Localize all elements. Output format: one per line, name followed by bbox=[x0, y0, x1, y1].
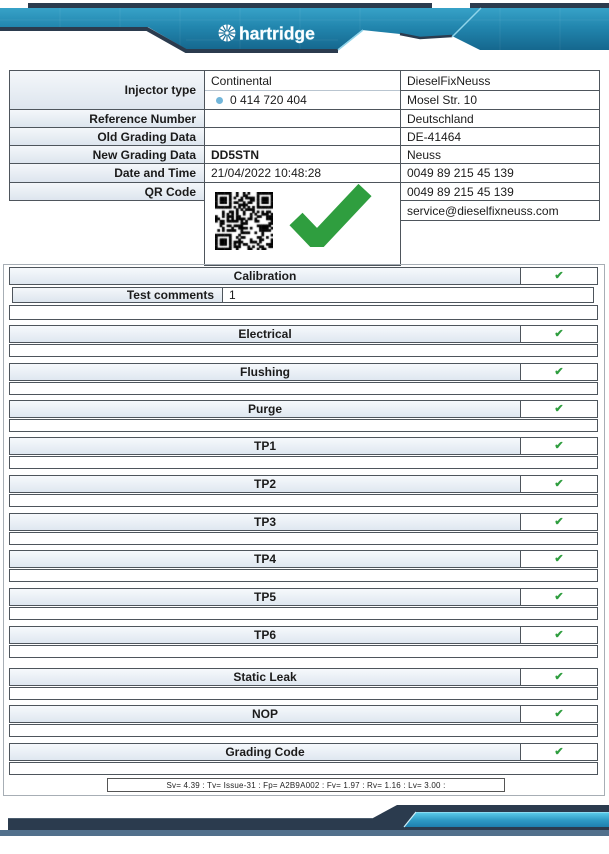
pass-check-icon: ✔ bbox=[554, 591, 564, 603]
section-tp3 bbox=[9, 513, 598, 531]
info-label-column bbox=[9, 70, 205, 201]
section-spacer-row bbox=[9, 645, 598, 658]
pass-check-icon: ✔ bbox=[554, 629, 564, 641]
section-flushing bbox=[9, 363, 598, 381]
company-country: Deutschland bbox=[401, 109, 599, 127]
section-spacer-row bbox=[9, 607, 598, 620]
company-name: DieselFixNeuss bbox=[401, 71, 599, 90]
section-tp4 bbox=[9, 550, 598, 568]
section-title: TP1 bbox=[253, 439, 276, 453]
section-spacer-row bbox=[9, 456, 598, 469]
section-spacer-row bbox=[9, 494, 598, 507]
section-purge bbox=[9, 400, 598, 418]
footer-banner bbox=[0, 805, 609, 849]
pass-check-icon: ✔ bbox=[554, 270, 564, 282]
pass-check-cell bbox=[520, 326, 597, 342]
value-reference-number bbox=[205, 109, 400, 127]
pass-check-cell bbox=[520, 476, 597, 492]
section-spacer-row bbox=[9, 382, 598, 395]
section-nop bbox=[9, 705, 598, 723]
overall-pass-check-icon bbox=[286, 183, 374, 247]
section-calibration bbox=[9, 267, 598, 285]
company-phone1: 0049 89 215 45 139 bbox=[401, 163, 599, 182]
section-title: TP5 bbox=[253, 590, 276, 604]
pass-check-icon: ✔ bbox=[554, 516, 564, 528]
company-postal-code: DE-41464 bbox=[401, 127, 599, 145]
section-tp5 bbox=[9, 588, 598, 606]
test-comments-value: 1 bbox=[223, 288, 593, 302]
pass-check-icon: ✔ bbox=[554, 746, 564, 758]
pass-check-cell bbox=[520, 669, 597, 685]
value-old-grading-data bbox=[205, 127, 400, 145]
pass-check-icon: ✔ bbox=[554, 553, 564, 565]
section-spacer-row bbox=[9, 532, 598, 545]
section-title: TP2 bbox=[253, 477, 276, 491]
company-email: service@dieselfixneuss.com bbox=[401, 200, 599, 220]
qr-code-image bbox=[215, 192, 273, 250]
label-old-grading-data: Old Grading Data bbox=[10, 127, 204, 145]
company-column bbox=[400, 70, 600, 221]
section-tp6 bbox=[9, 626, 598, 644]
section-title: Calibration bbox=[233, 269, 297, 283]
value-new-grading-data: DD5STN bbox=[205, 145, 400, 163]
section-tp1 bbox=[9, 437, 598, 455]
header-banner-graphic bbox=[0, 0, 609, 58]
test-comments-label: Test comments bbox=[13, 288, 223, 302]
pass-check-cell bbox=[520, 551, 597, 567]
pass-check-icon: ✔ bbox=[554, 440, 564, 452]
pass-check-cell bbox=[520, 438, 597, 454]
section-spacer-row bbox=[9, 419, 598, 432]
label-date-and-time: Date and Time bbox=[10, 163, 204, 182]
section-title: Grading Code bbox=[225, 745, 305, 759]
pass-check-cell bbox=[520, 364, 597, 380]
section-spacer-row bbox=[9, 569, 598, 582]
company-street: Mosel Str. 10 bbox=[401, 90, 599, 109]
pass-check-cell bbox=[520, 589, 597, 605]
version-info-text: Sv= 4.39 : Tv= Issue-31 : Fp= A2B9A002 : Fv= 1.97 : Rv= 1.16 : Lv= 3.00 : bbox=[166, 780, 446, 790]
footer-banner-graphic bbox=[0, 805, 609, 849]
pass-check-cell bbox=[520, 744, 597, 760]
section-title: TP3 bbox=[253, 515, 276, 529]
label-injector-type: Injector type bbox=[10, 71, 204, 109]
section-title: NOP bbox=[251, 707, 278, 721]
label-reference-number: Reference Number bbox=[10, 109, 204, 127]
section-title: Static Leak bbox=[233, 670, 297, 684]
section-spacer-row bbox=[9, 724, 598, 737]
section-tp2 bbox=[9, 475, 598, 493]
pass-check-icon: ✔ bbox=[554, 478, 564, 490]
pass-check-icon: ✔ bbox=[554, 366, 564, 378]
pass-check-cell bbox=[520, 268, 597, 284]
section-title: Flushing bbox=[240, 365, 290, 379]
pass-check-cell bbox=[520, 514, 597, 530]
section-grading-code bbox=[9, 743, 598, 761]
section-title: Electrical bbox=[238, 327, 292, 341]
section-title: TP4 bbox=[253, 552, 276, 566]
pass-check-icon: ✔ bbox=[554, 671, 564, 683]
label-new-grading-data: New Grading Data bbox=[10, 145, 204, 163]
section-title: TP6 bbox=[253, 628, 276, 642]
section-static-leak bbox=[9, 668, 598, 686]
pass-check-icon: ✔ bbox=[554, 708, 564, 720]
pass-check-cell bbox=[520, 401, 597, 417]
value-part-number: 0 414 720 404 bbox=[230, 93, 307, 107]
value-part-number-row bbox=[205, 90, 400, 109]
company-city: Neuss bbox=[401, 145, 599, 163]
pass-check-icon: ✔ bbox=[554, 403, 564, 415]
part-number-bullet-icon bbox=[216, 97, 223, 104]
pass-check-icon: ✔ bbox=[554, 328, 564, 340]
section-title: Purge bbox=[247, 402, 282, 416]
header-banner bbox=[0, 0, 609, 58]
brand-wheel-icon bbox=[219, 25, 236, 42]
company-phone2: 0049 89 215 45 139 bbox=[401, 182, 599, 200]
section-spacer-row bbox=[9, 687, 598, 700]
value-injector-make: Continental bbox=[205, 71, 400, 90]
version-info-box bbox=[107, 778, 505, 792]
test-comments-row bbox=[12, 287, 594, 303]
pass-check-cell bbox=[520, 627, 597, 643]
label-qr-code: QR Code bbox=[10, 182, 204, 200]
value-date-and-time: 21/04/2022 10:48:28 bbox=[205, 163, 400, 182]
section-spacer-row bbox=[9, 762, 598, 775]
section-spacer-row bbox=[9, 344, 598, 357]
brand-logo-text: hartridge bbox=[239, 23, 315, 44]
section-spacer-row bbox=[9, 305, 598, 320]
section-electrical bbox=[9, 325, 598, 343]
pass-check-cell bbox=[520, 706, 597, 722]
